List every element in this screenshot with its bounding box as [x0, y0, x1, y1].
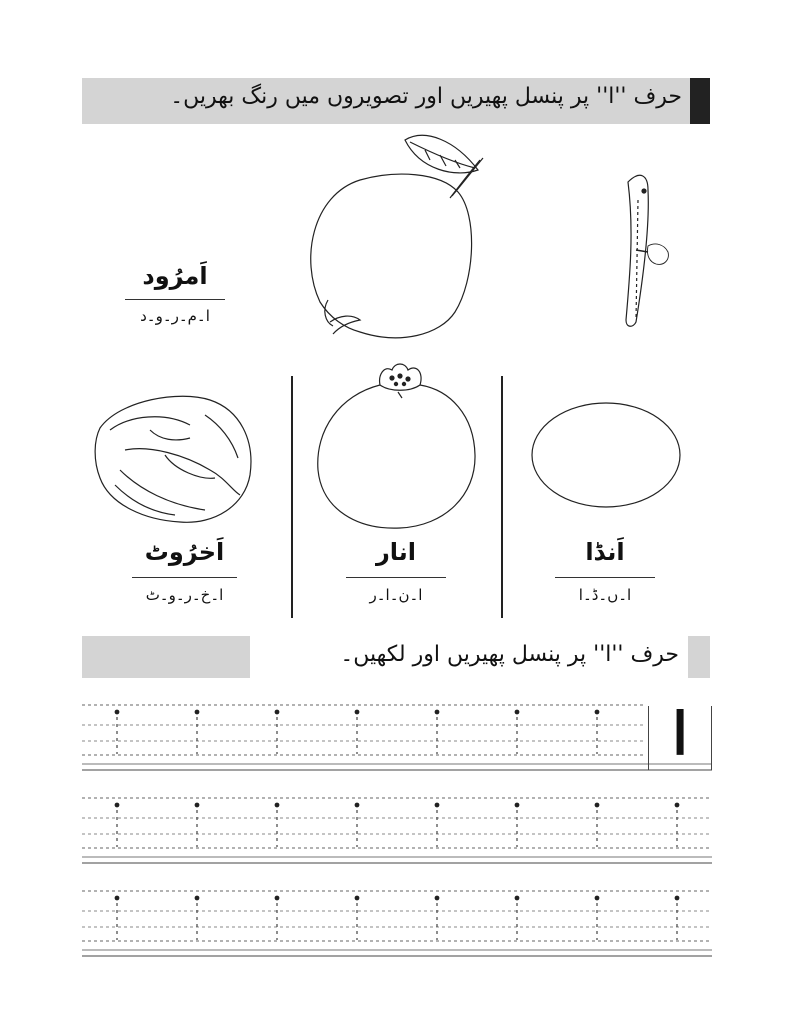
- instruction-text-2: حرف ''ا'' پر پنسل پھیریں اور لکھیں۔: [340, 642, 679, 667]
- model-letter-alif: ا: [671, 700, 689, 768]
- guava-icon: [311, 135, 483, 337]
- word-amrood: اَمرُود: [142, 262, 208, 290]
- trace-start-dot: [355, 710, 360, 715]
- trace-start-dot: [675, 896, 680, 901]
- word-anaar: انار: [375, 538, 417, 566]
- trace-start-dot: [515, 803, 520, 808]
- trace-start-dot: [515, 710, 520, 715]
- spelling-amrood: ا۔م۔ر۔و۔د: [140, 307, 210, 325]
- pomegranate-icon: [318, 364, 475, 528]
- spelling-anaar: ا۔ن۔ا۔ر: [369, 586, 423, 604]
- trace-start-dot: [115, 710, 120, 715]
- trace-start-dot: [675, 803, 680, 808]
- trace-start-dot: [435, 803, 440, 808]
- spelling-akhrot: ا۔خ۔ر۔و۔ٹ: [145, 586, 224, 604]
- trace-start-dot: [115, 803, 120, 808]
- trace-start-dot: [195, 803, 200, 808]
- trace-start-dot: [355, 803, 360, 808]
- instruction-text-1: حرف ''ا'' پر پنسل پھیریں اور تصویروں میں رنگ بھریں۔: [170, 84, 682, 109]
- word-akhrot: اَخرُوٹ: [144, 538, 225, 566]
- trace-start-dot: [195, 896, 200, 901]
- trace-start-dot: [115, 896, 120, 901]
- trace-start-dot: [435, 710, 440, 715]
- egg-icon: [532, 403, 680, 507]
- spelling-anda: ا۔ں۔ڈ۔ا: [578, 586, 632, 604]
- trace-start-dot: [275, 710, 280, 715]
- trace-start-dot: [355, 896, 360, 901]
- trace-start-dot: [595, 896, 600, 901]
- walnut-icon: [95, 396, 251, 522]
- trace-start-dot: [435, 896, 440, 901]
- trace-start-dot: [275, 803, 280, 808]
- trace-start-dot: [595, 803, 600, 808]
- trace-start-dot: [595, 710, 600, 715]
- trace-start-dot: [195, 710, 200, 715]
- trace-start-dot: [515, 896, 520, 901]
- word-anda: اَنڈا: [585, 538, 625, 566]
- trace-start-dot: [275, 896, 280, 901]
- alif-tracing-icon: [626, 175, 668, 326]
- handwriting-practice-area: [82, 705, 712, 956]
